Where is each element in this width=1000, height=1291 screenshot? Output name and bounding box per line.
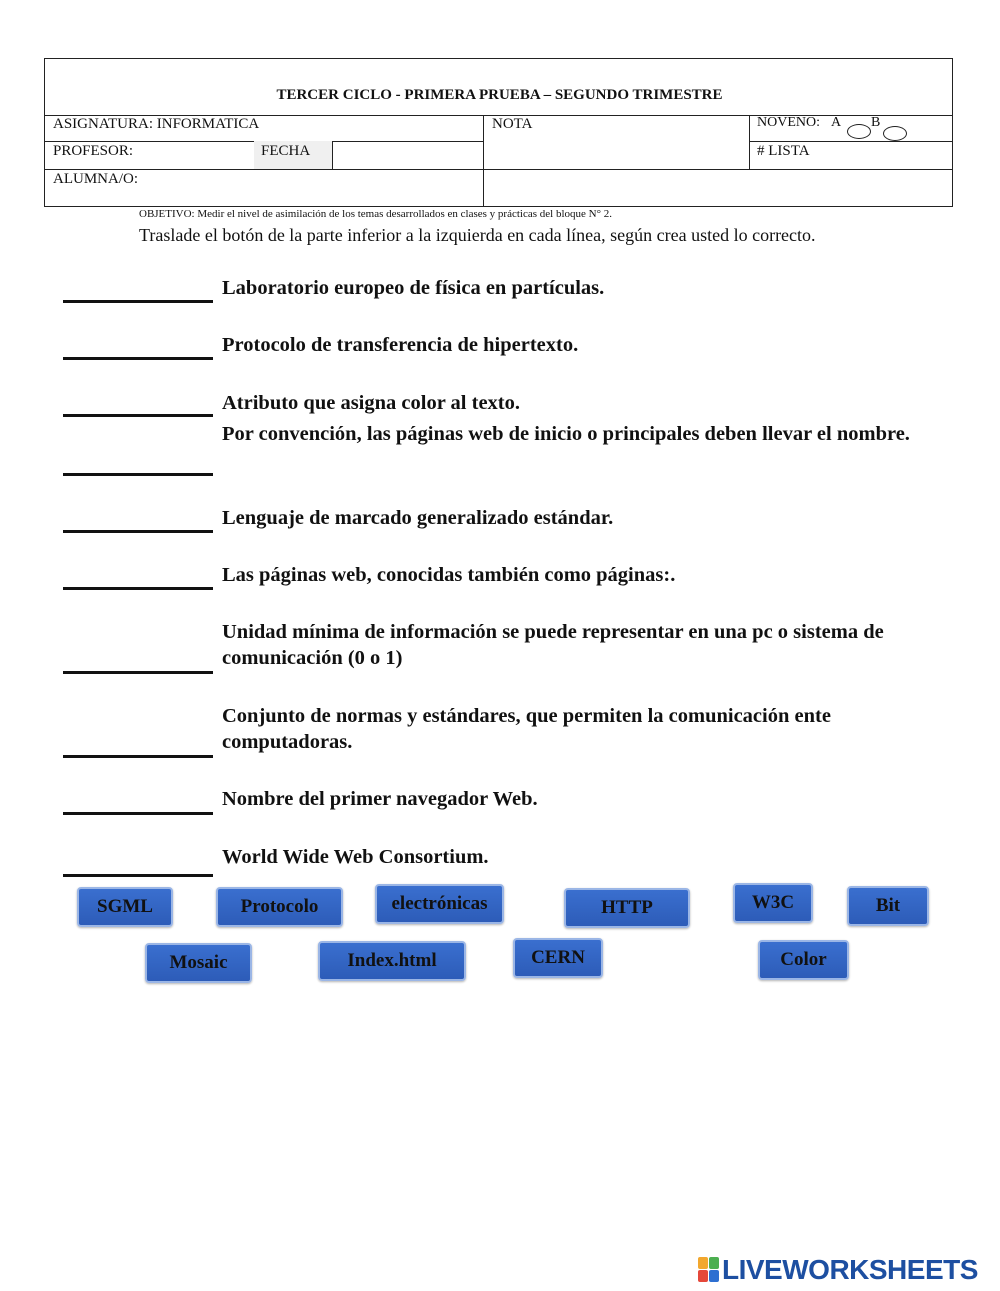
answer-drop-line[interactable] (63, 414, 213, 417)
option-a-label: A (831, 115, 842, 130)
answer-drop-line[interactable] (63, 357, 213, 360)
answer-tile-sgml[interactable]: SGML (77, 887, 173, 927)
answer-drop-line[interactable] (63, 812, 213, 815)
answer-tile-protocolo[interactable]: Protocolo (216, 887, 343, 927)
option-b-label: B (871, 115, 881, 130)
question-text: Conjunto de normas y estándares, que permiten la comunicación ente computadoras. (222, 705, 831, 753)
answer-drop-line[interactable] (63, 755, 213, 758)
answer-drop-line[interactable] (63, 473, 213, 476)
answer-tile-w3c[interactable]: W3C (733, 883, 813, 923)
question-text: Atributo que asigna color al texto. (222, 392, 521, 414)
option-b-circle[interactable] (883, 126, 907, 141)
instructions-text: Traslade el botón de la parte inferior a la izquierda en cada línea, según crea usted lo correcto. (139, 225, 816, 245)
question-text: Por convención, las páginas web de inicio o principales deben llevar el nombre. (222, 423, 910, 445)
liveworksheets-brand (698, 1254, 978, 1286)
brand-name: LIVEWORKSHEETS (722, 1254, 978, 1285)
answer-tile-http[interactable]: HTTP (564, 888, 690, 928)
question-text: World Wide Web Consortium. (222, 846, 489, 868)
table-divider (332, 141, 333, 169)
lista-label: # LISTA (757, 143, 810, 159)
alumna-label: ALUMNA/O: (53, 171, 138, 187)
nota-label: NOTA (492, 116, 533, 132)
table-divider (749, 141, 952, 142)
question-text: Nombre del primer navegador Web. (222, 788, 538, 810)
question-text: Las páginas web, conocidas también como páginas:. (222, 564, 676, 586)
question-text: Unidad mínima de información se puede representar en una pc o sistema de comunicación (0 o 1) (222, 621, 884, 669)
answer-tile-bit[interactable]: Bit (847, 886, 929, 926)
profesor-label: PROFESOR: (53, 143, 134, 159)
answer-tile-electronicas[interactable]: electrónicas (375, 884, 504, 924)
table-divider (483, 115, 484, 206)
table-divider (749, 115, 750, 169)
exam-header-table (44, 58, 953, 207)
noveno-label: NOVENO: (757, 115, 820, 130)
liveworksheets-logo-icon (698, 1257, 720, 1283)
fecha-label: FECHA (261, 143, 311, 159)
answer-tile-mosaic[interactable]: Mosaic (145, 943, 252, 983)
answer-tile-cern[interactable]: CERN (513, 938, 603, 978)
table-divider (45, 169, 952, 170)
option-a-circle[interactable] (847, 124, 871, 139)
answer-tile-color[interactable]: Color (758, 940, 849, 980)
answer-drop-line[interactable] (63, 587, 213, 590)
question-text: Laboratorio europeo de física en partículas. (222, 277, 605, 299)
answer-tile-index-html[interactable]: Index.html (318, 941, 466, 981)
question-text: Lenguaje de marcado generalizado estándar. (222, 507, 614, 529)
question-text: Protocolo de transferencia de hipertexto. (222, 334, 579, 356)
answer-drop-line[interactable] (63, 874, 213, 877)
answer-drop-line[interactable] (63, 671, 213, 674)
exam-title: TERCER CICLO - PRIMERA PRUEBA – SEGUNDO TRIMESTRE (276, 87, 723, 103)
answer-drop-line[interactable] (63, 300, 213, 303)
asignatura-label: ASIGNATURA: INFORMATICA (53, 116, 260, 132)
answer-drop-line[interactable] (63, 530, 213, 533)
objective-text: OBJETIVO: Medir el nivel de asimilación de los temas desarrollados en clases y prácticas del bloque N° 2. (139, 208, 612, 220)
